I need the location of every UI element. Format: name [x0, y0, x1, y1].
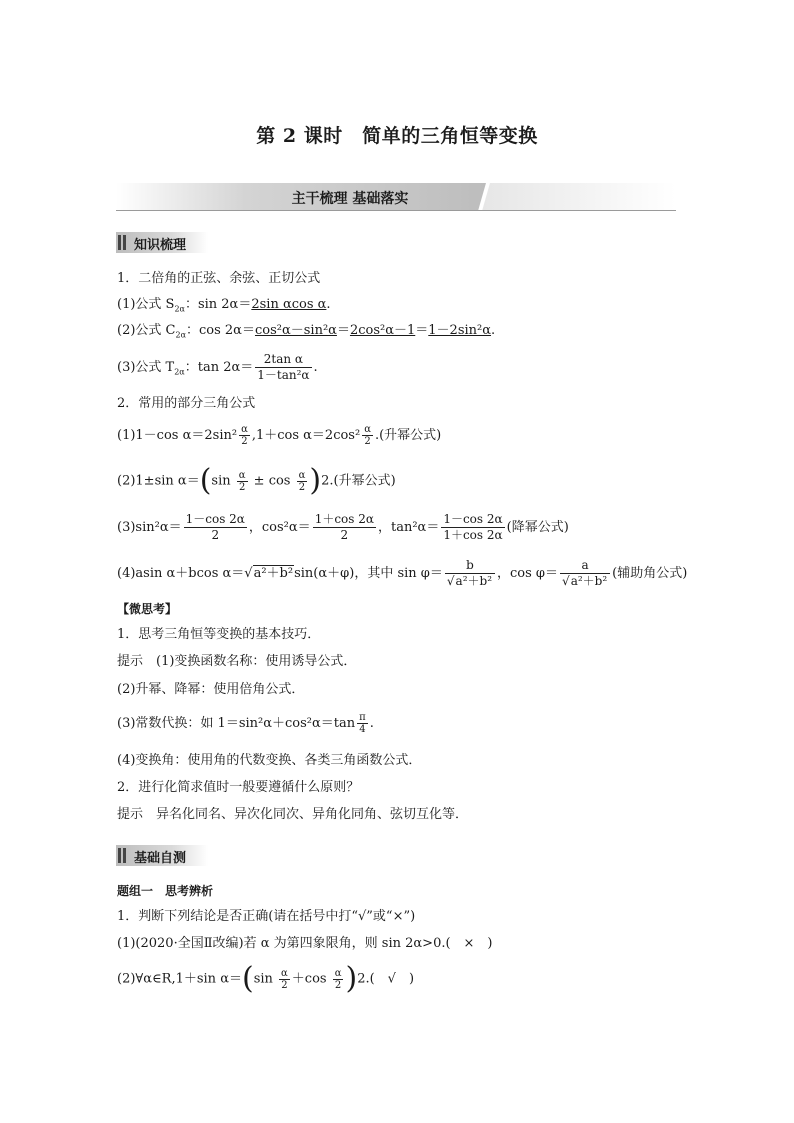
- formula-t2a: (3)公式 $T_{2\alpha}$：tan 2α＝ $\frac{\text{2tan α}}{\text{1－tan²α}}$ .: [117, 352, 318, 382]
- formula-c2a: (2)公式 $C_{2\alpha}$：cos 2α＝cos²α－sin²α＝2cos²α－1＝1－2sin²α.: [117, 323, 496, 340]
- think-question-1: 1．思考三角恒等变换的基本技巧．: [117, 627, 321, 642]
- think-hint-3: (3)常数代换：如 1＝sin²α＋cos²α＝tan $\frac{\pi}{4}$ .: [117, 712, 374, 735]
- selftest-item-2: (2)∀α∈R,1＋sin α＝(sin $\frac{\alpha}{2}$ ＋cos $\frac{\alpha}{2}$ )2.( √ ): [117, 961, 415, 996]
- page-title: 第 2 课时 简单的三角恒等变换: [256, 125, 538, 147]
- t2a-fraction: $\frac{\text{2tan α}}{\text{1－tan²α}}$: [257, 352, 310, 382]
- think-hint-1: 提示 (1)变换函数名称：使用诱导公式．: [117, 654, 357, 669]
- answer-c2a-3: 1－2sin²α: [428, 323, 492, 338]
- formula-power-raise-1: (1)1－cos α＝2sin² $\frac{\alpha}{2}$ ,1＋cos α＝2cos² $\frac{\alpha}{2}$ .(升幂公式): [117, 424, 442, 447]
- k2-heading: 2．常用的部分三角公式: [117, 396, 256, 411]
- section-banner: [116, 183, 676, 211]
- selftest-group-title: 题组一 思考辨析: [117, 884, 214, 898]
- banner-title: 主干梳理 基础落实: [291, 191, 409, 207]
- formula-auxiliary-angle: (4)asin α＋bcos α＝√a²＋b²sin(α＋φ)，其中 sin φ＝ $\frac{b}{\text{√a²＋b²}}$ ，cos φ＝ $\frac{a}{\text{√a²＋b²}}$ (辅助角公式): [117, 558, 688, 588]
- answer-s2a: 2sin αcos α: [251, 297, 327, 312]
- formula-power-raise-2: (2)1±sin α＝(sin $\frac{\alpha}{2}$ ± cos $\frac{\alpha}{2}$ )2.(升幂公式): [117, 463, 396, 498]
- think-hint-5: 提示 异名化同名、异次化同次、异角化同角、弦切互化等．: [117, 807, 469, 822]
- section-selftest-title: 基础自测: [134, 851, 187, 866]
- k1-heading: 1．二倍角的正弦、余弦、正切公式: [117, 271, 321, 286]
- formula-s2a: (1)公式 $S_{2\alpha}$：sin 2α＝2sin αcos α.: [117, 297, 331, 314]
- think-question-2: 2．进行化简求值时一般要遵循什么原则？: [117, 780, 360, 795]
- selftest-item-1: (1)(2020·全国Ⅱ改编)若 α 为第四象限角，则 sin 2α>0.( × ): [117, 936, 493, 951]
- formula-power-reduce: (3)sin²α＝ $\frac{1-\cos 2\alpha}{2}$ ，cos²α＝ $\frac{1+\cos 2\alpha}{2}$ ，tan²α＝ $\frac{1-\cos 2\alpha}{1+\cos 2\alpha}$ (降幂公式): [117, 512, 569, 542]
- answer-c2a-1: cos²α－sin²α: [254, 323, 337, 338]
- section-knowledge-title: 知识梳理: [134, 238, 187, 253]
- think-hint-4: (4)变换角：使用角的代数变换、各类三角函数公式．: [117, 753, 422, 768]
- answer-c2a-2: 2cos²α－1: [349, 323, 416, 338]
- think-tag: 【微思考】: [117, 602, 178, 616]
- selftest-question-1: 1．判断下列结论是否正确(请在括号中打“√”或“×”): [117, 909, 416, 924]
- think-hint-2: (2)升幂、降幂：使用倍角公式．: [117, 682, 305, 697]
